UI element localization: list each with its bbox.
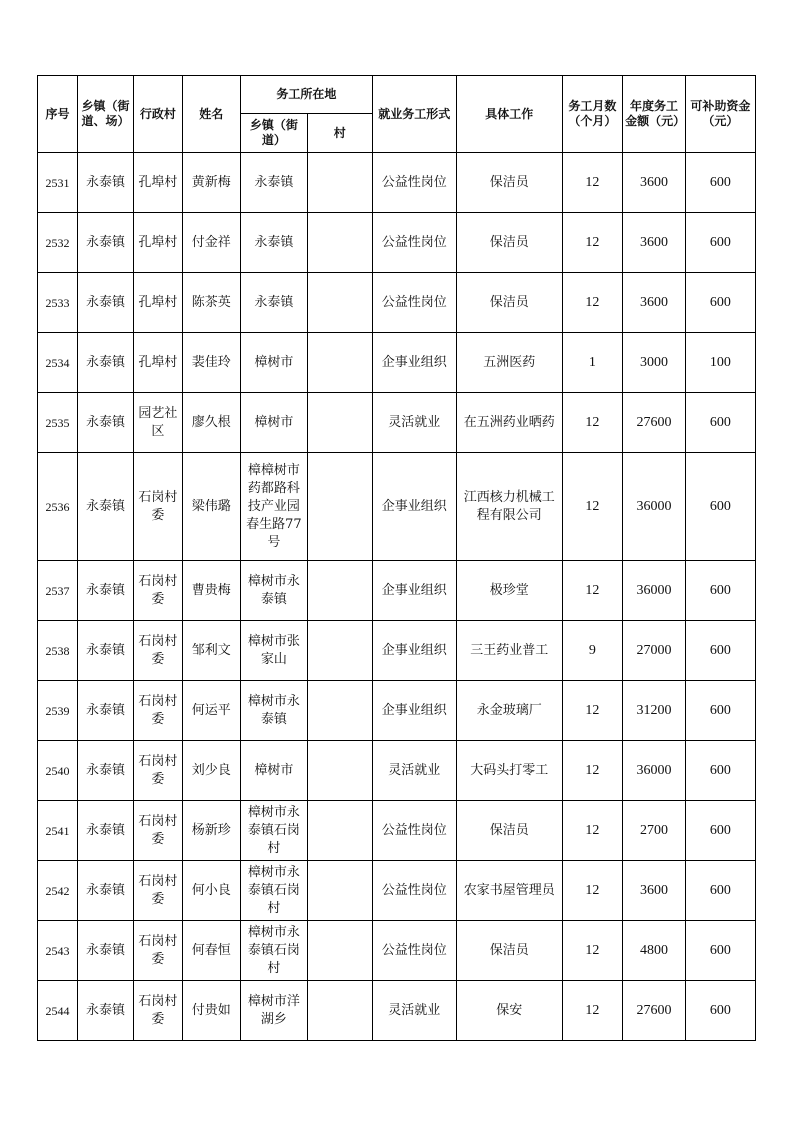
row-employment-form: 公益性岗位 bbox=[372, 153, 456, 213]
row-subsidy: 600 bbox=[685, 741, 755, 801]
row-employment-form: 企事业组织 bbox=[372, 453, 456, 561]
table-row bbox=[38, 333, 756, 393]
row-village: 石岗村委 bbox=[134, 681, 183, 741]
row-annual-amount: 31200 bbox=[623, 681, 686, 741]
row-subsidy: 600 bbox=[685, 921, 755, 981]
header-work-location: 务工所在地 bbox=[240, 76, 372, 114]
row-months: 12 bbox=[562, 801, 622, 861]
row-work-village bbox=[307, 273, 372, 333]
row-subsidy: 600 bbox=[685, 981, 755, 1041]
row-work-township: 樟树市 bbox=[240, 393, 307, 453]
row-annual-amount: 3000 bbox=[623, 333, 686, 393]
row-seq: 2542 bbox=[38, 861, 78, 921]
row-township: 永泰镇 bbox=[77, 213, 133, 273]
row-job: 大码头打零工 bbox=[456, 741, 562, 801]
header-village: 行政村 bbox=[134, 76, 183, 153]
header-annual-amount: 年度务工金额（元） bbox=[623, 76, 686, 153]
row-village: 石岗村委 bbox=[134, 801, 183, 861]
row-months: 12 bbox=[562, 981, 622, 1041]
row-months: 12 bbox=[562, 273, 622, 333]
row-months: 9 bbox=[562, 621, 622, 681]
row-employment-form: 公益性岗位 bbox=[372, 273, 456, 333]
row-village: 石岗村委 bbox=[134, 861, 183, 921]
row-employment-form: 公益性岗位 bbox=[372, 861, 456, 921]
row-work-village bbox=[307, 801, 372, 861]
row-work-village bbox=[307, 981, 372, 1041]
row-work-village bbox=[307, 561, 372, 621]
table-row bbox=[38, 921, 756, 981]
row-employment-form: 企事业组织 bbox=[372, 333, 456, 393]
row-seq: 2532 bbox=[38, 213, 78, 273]
row-seq: 2540 bbox=[38, 741, 78, 801]
row-township: 永泰镇 bbox=[77, 561, 133, 621]
row-work-township: 樟树市永泰镇石岗村 bbox=[240, 861, 307, 921]
row-work-township: 樟树市永泰镇石岗村 bbox=[240, 921, 307, 981]
table-row bbox=[38, 801, 756, 861]
row-subsidy: 600 bbox=[685, 453, 755, 561]
row-seq: 2538 bbox=[38, 621, 78, 681]
row-annual-amount: 36000 bbox=[623, 741, 686, 801]
row-name: 付贵如 bbox=[182, 981, 240, 1041]
row-months: 12 bbox=[562, 861, 622, 921]
row-job: 在五洲药业晒药 bbox=[456, 393, 562, 453]
row-work-village bbox=[307, 861, 372, 921]
row-name: 梁伟璐 bbox=[182, 453, 240, 561]
table-row bbox=[38, 681, 756, 741]
row-seq: 2535 bbox=[38, 393, 78, 453]
table-body bbox=[38, 153, 756, 1041]
row-village: 孔埠村 bbox=[134, 273, 183, 333]
header-employment-form: 就业务工形式 bbox=[372, 76, 456, 153]
row-township: 永泰镇 bbox=[77, 153, 133, 213]
row-annual-amount: 3600 bbox=[623, 213, 686, 273]
row-township: 永泰镇 bbox=[77, 861, 133, 921]
row-name: 邹利文 bbox=[182, 621, 240, 681]
row-job: 永金玻璃厂 bbox=[456, 681, 562, 741]
row-name: 刘少良 bbox=[182, 741, 240, 801]
row-months: 12 bbox=[562, 153, 622, 213]
row-annual-amount: 3600 bbox=[623, 861, 686, 921]
row-employment-form: 公益性岗位 bbox=[372, 921, 456, 981]
row-subsidy: 600 bbox=[685, 861, 755, 921]
row-months: 12 bbox=[562, 681, 622, 741]
table-row bbox=[38, 153, 756, 213]
row-seq: 2544 bbox=[38, 981, 78, 1041]
row-seq: 2531 bbox=[38, 153, 78, 213]
row-work-village bbox=[307, 921, 372, 981]
row-name: 何小良 bbox=[182, 861, 240, 921]
table-header bbox=[38, 76, 756, 153]
header-job: 具体工作 bbox=[456, 76, 562, 153]
row-work-township: 樟树市张家山 bbox=[240, 621, 307, 681]
row-work-township: 樟树市永泰镇石岗村 bbox=[240, 801, 307, 861]
header-months: 务工月数（个月） bbox=[562, 76, 622, 153]
row-township: 永泰镇 bbox=[77, 621, 133, 681]
row-job: 保洁员 bbox=[456, 153, 562, 213]
table-row bbox=[38, 741, 756, 801]
row-village: 石岗村委 bbox=[134, 921, 183, 981]
row-annual-amount: 3600 bbox=[623, 153, 686, 213]
header-township: 乡镇（街道、场） bbox=[77, 76, 133, 153]
row-work-township: 樟树市永泰镇 bbox=[240, 681, 307, 741]
row-work-village bbox=[307, 681, 372, 741]
table-row bbox=[38, 453, 756, 561]
row-name: 杨新珍 bbox=[182, 801, 240, 861]
row-work-township: 樟树市洋湖乡 bbox=[240, 981, 307, 1041]
row-job: 三王药业普工 bbox=[456, 621, 562, 681]
row-employment-form: 公益性岗位 bbox=[372, 213, 456, 273]
row-township: 永泰镇 bbox=[77, 981, 133, 1041]
row-village: 石岗村委 bbox=[134, 561, 183, 621]
row-work-township: 永泰镇 bbox=[240, 273, 307, 333]
row-township: 永泰镇 bbox=[77, 453, 133, 561]
row-job: 保安 bbox=[456, 981, 562, 1041]
row-work-village bbox=[307, 453, 372, 561]
header-subsidy: 可补助资金（元） bbox=[685, 76, 755, 153]
subsidy-table bbox=[37, 75, 756, 1041]
row-job: 江西核力机械工程有限公司 bbox=[456, 453, 562, 561]
row-annual-amount: 27600 bbox=[623, 981, 686, 1041]
row-employment-form: 灵活就业 bbox=[372, 981, 456, 1041]
table-row bbox=[38, 273, 756, 333]
row-annual-amount: 3600 bbox=[623, 273, 686, 333]
table-row bbox=[38, 981, 756, 1041]
row-village: 石岗村委 bbox=[134, 621, 183, 681]
row-months: 12 bbox=[562, 741, 622, 801]
row-village: 孔埠村 bbox=[134, 333, 183, 393]
row-township: 永泰镇 bbox=[77, 741, 133, 801]
table-row bbox=[38, 393, 756, 453]
table-row bbox=[38, 213, 756, 273]
row-job: 保洁员 bbox=[456, 273, 562, 333]
row-annual-amount: 27600 bbox=[623, 393, 686, 453]
row-name: 廖久根 bbox=[182, 393, 240, 453]
row-annual-amount: 36000 bbox=[623, 561, 686, 621]
row-name: 裴佳玲 bbox=[182, 333, 240, 393]
row-job: 极珍堂 bbox=[456, 561, 562, 621]
row-job: 保洁员 bbox=[456, 801, 562, 861]
row-village: 石岗村委 bbox=[134, 453, 183, 561]
row-work-township: 永泰镇 bbox=[240, 153, 307, 213]
row-name: 陈茶英 bbox=[182, 273, 240, 333]
row-village: 石岗村委 bbox=[134, 741, 183, 801]
row-seq: 2539 bbox=[38, 681, 78, 741]
header-work-village: 村 bbox=[307, 114, 372, 153]
row-subsidy: 600 bbox=[685, 273, 755, 333]
row-work-township: 樟樟树市药都路科技产业园春生路77号 bbox=[240, 453, 307, 561]
row-annual-amount: 27000 bbox=[623, 621, 686, 681]
row-annual-amount: 36000 bbox=[623, 453, 686, 561]
row-months: 1 bbox=[562, 333, 622, 393]
row-work-village bbox=[307, 153, 372, 213]
row-job: 五洲医药 bbox=[456, 333, 562, 393]
row-work-village bbox=[307, 621, 372, 681]
row-annual-amount: 2700 bbox=[623, 801, 686, 861]
row-township: 永泰镇 bbox=[77, 921, 133, 981]
row-subsidy: 600 bbox=[685, 561, 755, 621]
table-row bbox=[38, 861, 756, 921]
row-village: 孔埠村 bbox=[134, 213, 183, 273]
row-township: 永泰镇 bbox=[77, 333, 133, 393]
row-work-village bbox=[307, 741, 372, 801]
row-seq: 2536 bbox=[38, 453, 78, 561]
row-village: 石岗村委 bbox=[134, 981, 183, 1041]
table-row bbox=[38, 621, 756, 681]
header-seq: 序号 bbox=[38, 76, 78, 153]
row-subsidy: 100 bbox=[685, 333, 755, 393]
row-employment-form: 企事业组织 bbox=[372, 621, 456, 681]
row-seq: 2537 bbox=[38, 561, 78, 621]
row-name: 付金祥 bbox=[182, 213, 240, 273]
row-subsidy: 600 bbox=[685, 153, 755, 213]
row-employment-form: 企事业组织 bbox=[372, 561, 456, 621]
row-months: 12 bbox=[562, 213, 622, 273]
row-job: 农家书屋管理员 bbox=[456, 861, 562, 921]
row-months: 12 bbox=[562, 561, 622, 621]
row-work-township: 樟树市 bbox=[240, 333, 307, 393]
header-name: 姓名 bbox=[182, 76, 240, 153]
row-employment-form: 灵活就业 bbox=[372, 741, 456, 801]
row-seq: 2533 bbox=[38, 273, 78, 333]
row-work-village bbox=[307, 393, 372, 453]
header-work-township: 乡镇（街道） bbox=[240, 114, 307, 153]
row-name: 黄新梅 bbox=[182, 153, 240, 213]
row-subsidy: 600 bbox=[685, 621, 755, 681]
row-job: 保洁员 bbox=[456, 921, 562, 981]
row-work-township: 樟树市 bbox=[240, 741, 307, 801]
row-name: 曹贵梅 bbox=[182, 561, 240, 621]
row-name: 何春恒 bbox=[182, 921, 240, 981]
row-village: 园艺社区 bbox=[134, 393, 183, 453]
row-work-township: 樟树市永泰镇 bbox=[240, 561, 307, 621]
row-seq: 2541 bbox=[38, 801, 78, 861]
row-annual-amount: 4800 bbox=[623, 921, 686, 981]
table-row bbox=[38, 561, 756, 621]
row-seq: 2534 bbox=[38, 333, 78, 393]
row-job: 保洁员 bbox=[456, 213, 562, 273]
row-township: 永泰镇 bbox=[77, 273, 133, 333]
row-subsidy: 600 bbox=[685, 393, 755, 453]
row-work-village bbox=[307, 333, 372, 393]
row-township: 永泰镇 bbox=[77, 681, 133, 741]
row-subsidy: 600 bbox=[685, 801, 755, 861]
row-work-village bbox=[307, 213, 372, 273]
row-months: 12 bbox=[562, 921, 622, 981]
row-employment-form: 企事业组织 bbox=[372, 681, 456, 741]
row-subsidy: 600 bbox=[685, 213, 755, 273]
row-name: 何运平 bbox=[182, 681, 240, 741]
row-months: 12 bbox=[562, 453, 622, 561]
row-seq: 2543 bbox=[38, 921, 78, 981]
row-subsidy: 600 bbox=[685, 681, 755, 741]
row-township: 永泰镇 bbox=[77, 393, 133, 453]
row-work-township: 永泰镇 bbox=[240, 213, 307, 273]
row-township: 永泰镇 bbox=[77, 801, 133, 861]
row-employment-form: 灵活就业 bbox=[372, 393, 456, 453]
row-village: 孔埠村 bbox=[134, 153, 183, 213]
row-months: 12 bbox=[562, 393, 622, 453]
row-employment-form: 公益性岗位 bbox=[372, 801, 456, 861]
